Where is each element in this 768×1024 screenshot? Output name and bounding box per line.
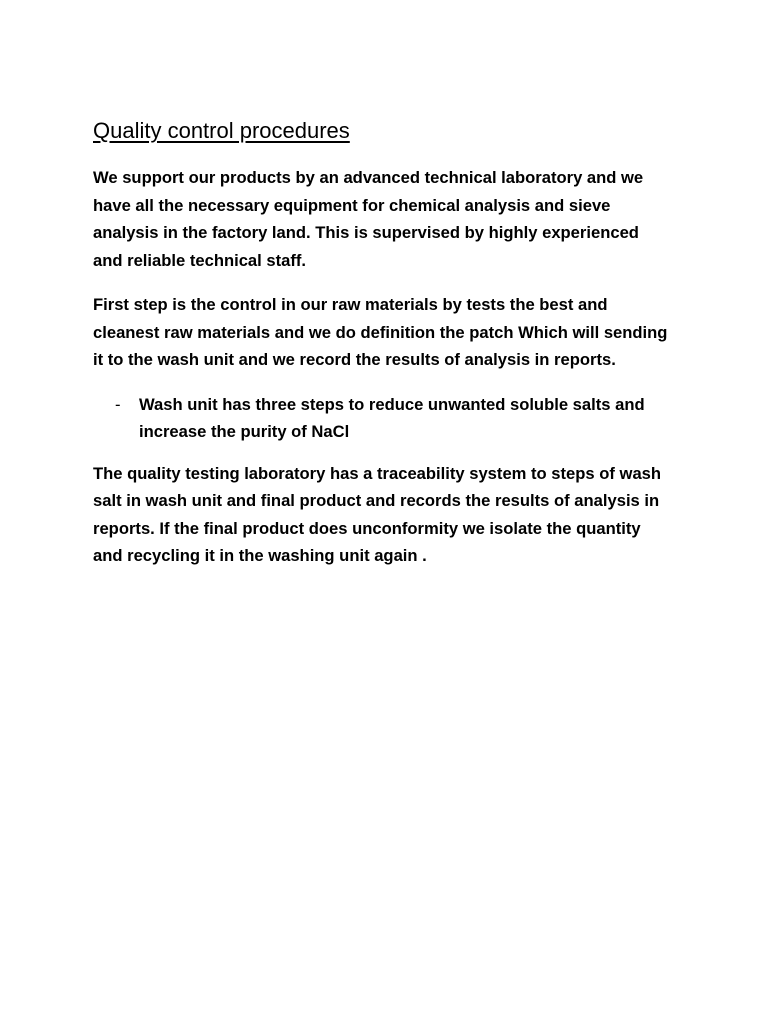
paragraph-traceability: The quality testing laboratory has a traceability system to steps of wash salt in wash unit and final product and records the results of analysis in reports. If the final product does unconformity we isolate the quantity and recycling it in the washing unit again . xyxy=(93,463,662,566)
bullet-list xyxy=(93,391,673,446)
bullet-text: Wash unit has three steps to reduce unwanted soluble salts and increase the purity of NaCl xyxy=(139,394,645,442)
bullet-dash-marker: - xyxy=(115,394,121,414)
document-page xyxy=(93,118,673,587)
document-title: Quality control procedures xyxy=(93,118,350,143)
paragraph-laboratory: We support our products by an advanced technical laboratory and we have all the necessary equipment for chemical analysis and sieve analysis in the factory land. This is supervised by highly experienced and reliable technical staff. xyxy=(93,168,644,270)
paragraph-raw-materials: First step is the control in our raw materials by tests the best and cleanest raw materials and we do definition the patch Which will sending it to the wash unit and we record the results of analysis in reports. xyxy=(93,295,668,370)
bullet-item xyxy=(93,391,673,446)
